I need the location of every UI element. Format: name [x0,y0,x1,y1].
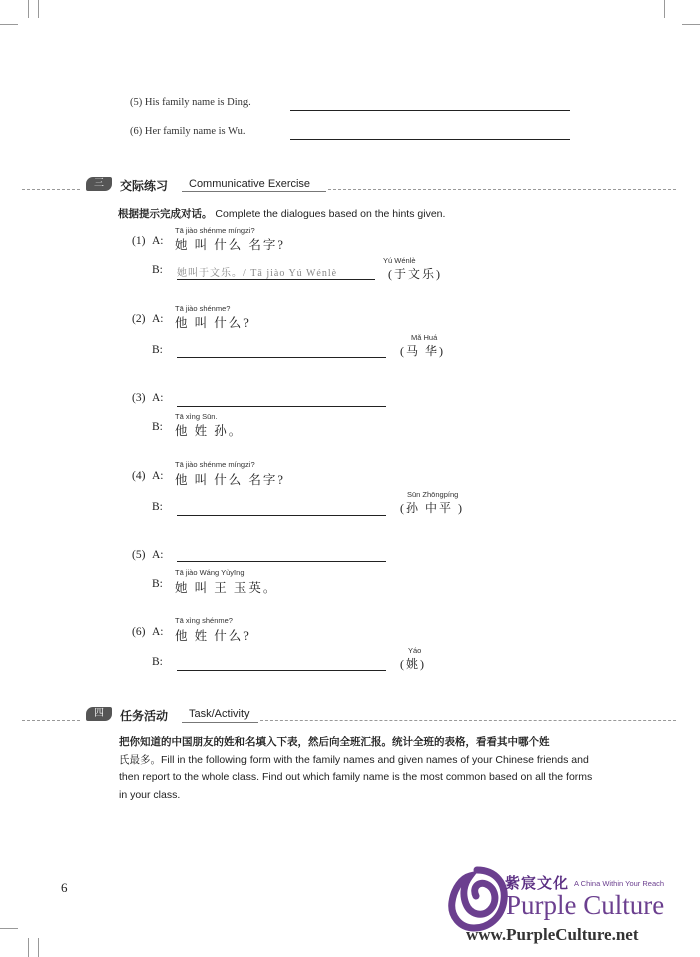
instruction-cn: 根据提示完成对话。 [118,208,213,220]
speaker-a: A: [152,549,164,561]
section-divider [22,189,80,190]
task-line: then report to the whole class. Find out which family name is the most common based on all the forms [119,771,593,783]
dialogue-text: 他 叫 什么? [175,316,251,330]
crop-mark [28,0,29,18]
dialogue-text: 他 姓 孙。 [175,424,244,438]
speaker-a: A: [152,392,164,404]
item-number: (6) [132,626,146,638]
item-number: (4) [132,470,146,482]
answer-line [177,670,386,671]
section-divider [328,189,676,190]
answer-line [177,357,386,358]
speaker-b: B: [152,578,163,590]
item-text: Her family name is Wu. [144,126,246,137]
pinyin: Tā xìng Sūn. [175,412,218,421]
crop-mark [664,0,665,18]
instruction [118,206,445,221]
pinyin: Tā jiào shénme míngzi? [175,460,255,469]
hint-pinyin: Mǎ Huá [411,333,438,342]
logo-icon [446,866,508,932]
title-underline [182,191,326,192]
speaker-b: B: [152,344,163,356]
pinyin: Tā jiào Wáng Yùyīng [175,568,245,577]
dialogue-text: 她 叫 王 玉英。 [175,581,278,595]
hint-pinyin: Yú Wénlè [383,256,416,265]
crop-mark [682,24,700,25]
crop-mark [28,938,29,957]
speaker-a: A: [152,470,164,482]
section-badge: 三 [86,177,112,191]
dialogue-text: 她 叫 什么 名字? [175,238,285,252]
section-title-en: Communicative Exercise [189,178,311,190]
hint-text: (马 华) [400,344,445,358]
crop-mark [38,938,39,957]
pinyin: Tā xìng shénme? [175,616,233,625]
task-line: in your class. [119,788,181,801]
item-number: (6) [130,126,143,137]
instruction-en: Complete the dialogues based on the hints given. [215,208,446,220]
speaker-b: B: [152,264,163,276]
crop-mark [38,0,39,18]
item-number: (5) [132,549,146,561]
dialogue-text: 他 姓 什么? [175,629,251,643]
speaker-a: A: [152,313,164,325]
sample-answer: 她叫于文乐。/ Tā jiào Yú Wénlè [177,268,338,279]
translation-item [130,97,251,108]
hint-pinyin: Sūn Zhōngpíng [407,490,459,499]
dialogue-text: 他 叫 什么 名字? [175,473,285,487]
crop-mark [0,24,18,25]
watermark-cn: 紫宸文化 [505,876,570,892]
item-number: (1) [132,235,146,247]
task-line: 氏最多。Fill in the following form with the family names and given names of your Chinese friends and [119,753,589,766]
speaker-a: A: [152,235,164,247]
section-divider [22,720,80,721]
watermark-url: www.PurpleCulture.net [466,925,639,944]
watermark-name: Purple Culture [506,890,665,920]
task-instructions [119,734,619,804]
answer-line [177,279,375,280]
pinyin: Tā jiào shénme míngzi? [175,226,255,235]
hint-text: (于文乐) [388,267,442,281]
section-title-en: Task/Activity [189,708,250,720]
section-badge: 四 [86,707,112,721]
translation-item [130,126,245,137]
watermark-tagline: A China Within Your Reach [574,879,665,888]
item-number: (2) [132,313,146,325]
item-text: His family name is Ding. [144,97,251,108]
task-line-cn: 把你知道的中国朋友的姓和名填入下表，然后向全班汇报。统计全班的表格，看看其中哪个姓 [119,736,550,748]
speaker-b: B: [152,421,163,433]
answer-line [177,406,386,407]
section-title-cn: 任务活动 [120,709,169,723]
speaker-b: B: [152,656,163,668]
speaker-b: B: [152,501,163,513]
crop-mark [0,928,18,929]
item-number: (3) [132,392,146,404]
answer-line [290,139,570,140]
speaker-a: A: [152,626,164,638]
hint-pinyin: Yáo [408,646,422,655]
title-underline [182,722,258,723]
section-title-cn: 交际练习 [120,179,169,193]
answer-line [177,561,386,562]
page-number: 6 [61,880,68,895]
pinyin: Tā jiào shénme? [175,304,231,313]
item-number: (5) [130,97,143,108]
hint-text: (孙 中平 ) [400,501,464,515]
answer-line [177,515,386,516]
section-divider [260,720,676,721]
purple-culture-logo [446,866,508,932]
hint-text: (姚) [400,657,426,671]
answer-line [290,110,570,111]
